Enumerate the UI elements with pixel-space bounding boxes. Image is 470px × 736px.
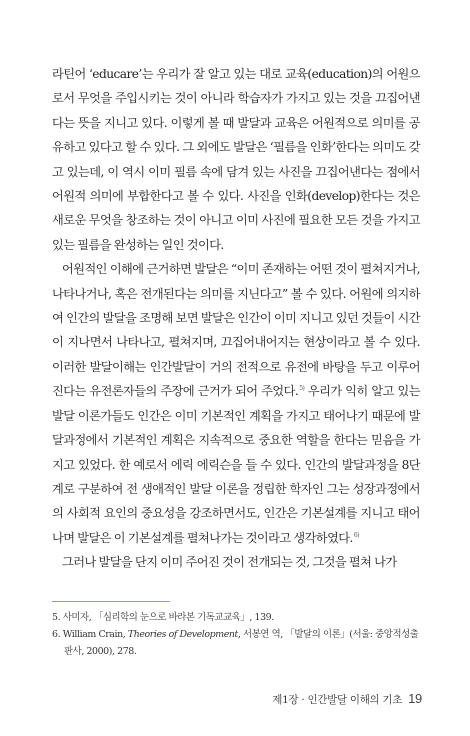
page-footer	[272, 691, 422, 707]
running-head: 제1장 · 인간발달 이해의 기초	[272, 694, 403, 706]
paragraph-2-text: 어원적인 이해에 근거하면 발달은 “이미 존재하는 어떤 것이 펼쳐지거나, 나타나거나, 혹은 전개된다는 의미를 지닌다고” 볼 수 있다. 어원에 의지하여 인간의 발달을 조명해 보면 발달은 인간이 이미 지니고 있던 것들이 시간이 지나면서 나타나고, 펼쳐지며, 끄집어내어지는 현상이라고 볼 수 있다. 이러한 발달이해는 인간발달이 거의 전적으로 유전에 바탕을 두고 이루어진다는 유전론자들의 주장에 근거가 되어 주었다.	[52, 262, 420, 399]
paragraph-2-continuation: 우리가 익히 알고 있는 발달 이론가들도 인간은 이미 기본적인 계획을 가지고 태어나기 때문에 발달과정에서 기본적인 계획은 지속적으로 중요한 역할을 한다는 믿음을 가지고 있었다. 한 예로서 에릭 에릭슨을 들 수 있다. 인간의 발달과정을 8단계로 구분하여 전 생애적인 발달 이론을 정립한 학자인 그는 성장과정에서의 사회적 요인의 중요성을 강조하면서도, 인간은 기본설계를 지니고 태어나며 발달은 이 기본설계를 펼쳐나가는 것이라고 생각하였다.	[52, 384, 420, 545]
footnote-6-author: 6. William Crain,	[52, 629, 128, 640]
paragraph-1-text: 라틴어 ‘educare’는 우리가 잘 알고 있는 대로 교육(education)의 어원으로서 무엇을 주입시키는 것이 아니라 학습자가 가지고 있는 것을 끄집어낸다는 뜻을 지니고 있다. 이렇게 볼 때 발달과 교육은 어원적으로 의미를 공유하고 있다고 할 수 있다. 그 외에도 발달은 ‘필름을 인화’한다는 의미도 갖고 있는데, 이 역시 이미 필름 속에 담겨 있는 사진을 끄집어낸다는 점에서 어원적 의미에 부합한다고 볼 수 있다. 사진을 인화(develop)한다는 것은 새로운 무엇을 창조하는 것이 아니고 이미 사진에 필요한 모든 것을 가지고 있는 필름을 완성하는 일인 것이다.	[52, 67, 420, 252]
footnote-5-text: 5. 사미자, 「심리학의 눈으로 바라본 기독교교육」, 139.	[52, 612, 274, 623]
page-number: 19	[408, 691, 422, 706]
footnote-6	[52, 626, 420, 660]
paragraph-3-text: 그러나 발달을 단지 이미 주어진 것이 전개되는 것, 그것을 펼쳐 나가	[62, 555, 397, 570]
footnote-6-details: , 서봉연 역, 「발달의 이론」(서울: 중앙적성출판사, 2000), 278.	[64, 629, 419, 657]
footnote-5	[52, 609, 420, 626]
footnotes	[52, 609, 420, 660]
footnote-ref-6[interactable]: 6)	[353, 531, 359, 539]
paragraph-3	[52, 550, 420, 574]
footnote-ref-5[interactable]: 5)	[299, 385, 305, 393]
paragraph-2	[52, 257, 420, 550]
main-text	[52, 62, 420, 575]
paragraph-1	[52, 62, 420, 257]
footnote-6-book-title: Theories of Development	[127, 629, 238, 640]
footnote-divider	[52, 601, 170, 602]
